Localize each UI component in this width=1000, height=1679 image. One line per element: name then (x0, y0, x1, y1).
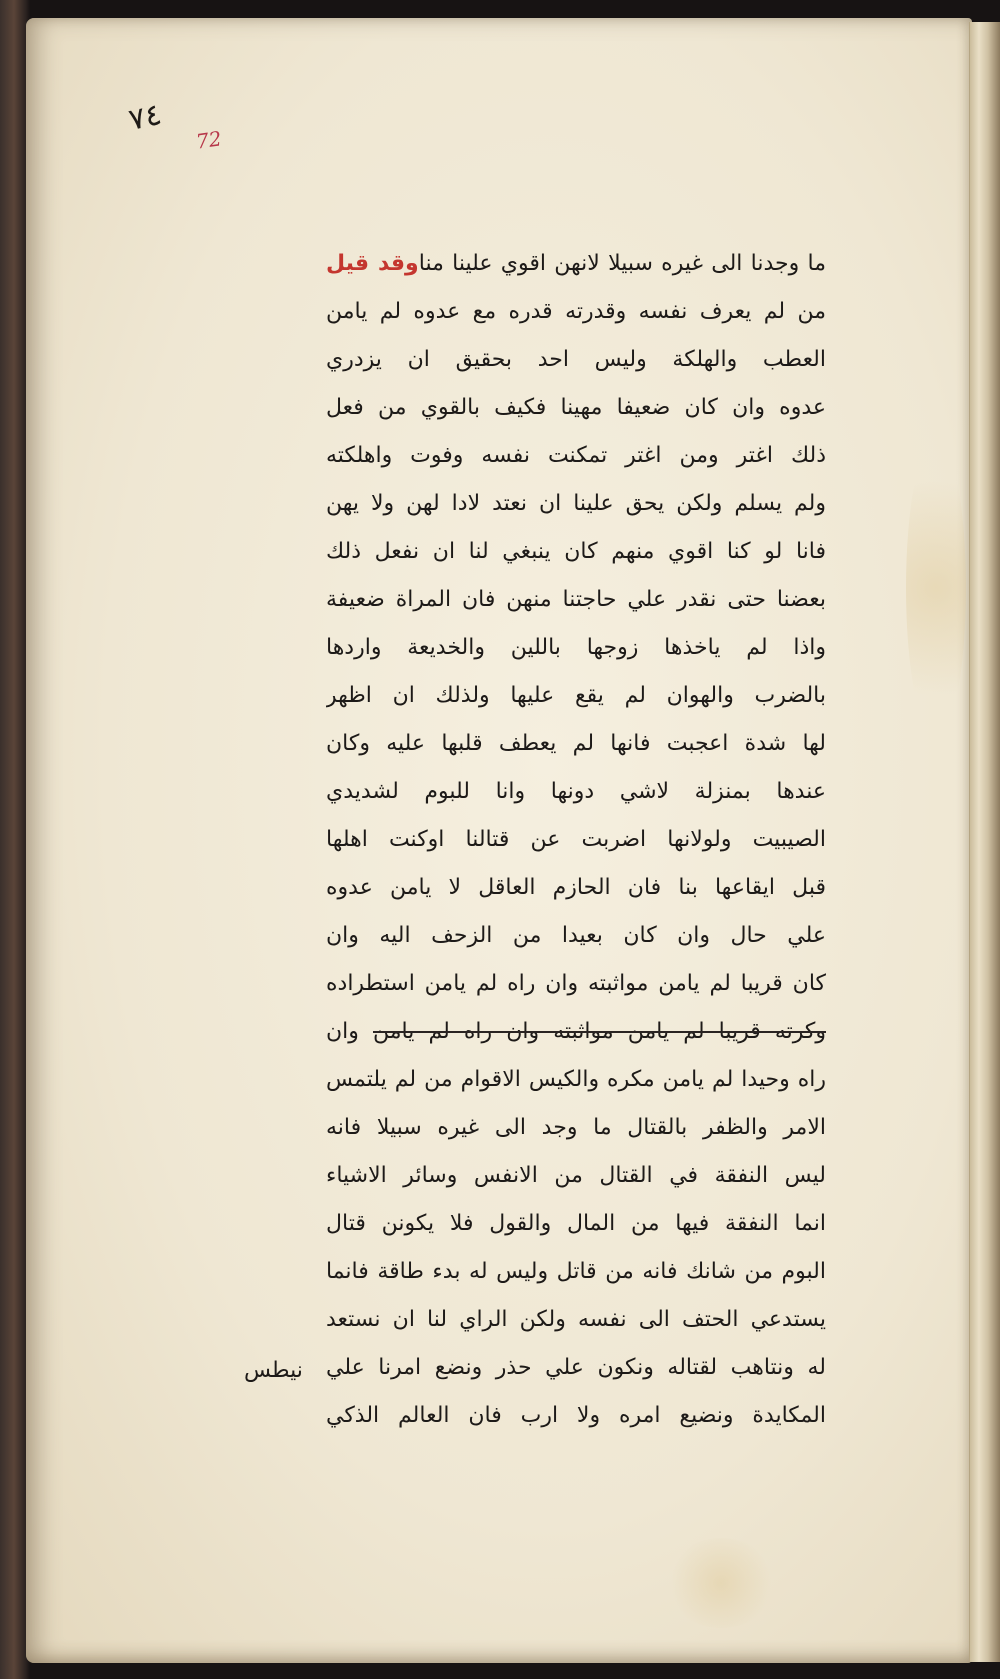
text-line-8: بعضنا حتى نقدر علي حاجتنا منهن فان المراة ضعيفة (326, 587, 826, 612)
catchword: نيطس (244, 1358, 303, 1383)
text-line-16: كان قريبا لم يامن مواثبته وان راه لم يامن استطراده (326, 971, 826, 996)
text-line-22: البوم من شانك فانه من قاتل وليس له بدء طاقة فانما (326, 1259, 826, 1284)
text-line-1-text: ما وجدنا الى غيره سبيلا لانهن اقوي علينا منا (418, 251, 826, 276)
text-line-17 (326, 1008, 826, 1056)
text-line-23: يستدعي الحتف الى نفسه ولكن الراي لنا ان نستعد (326, 1307, 826, 1332)
folio-number-arabic: ٧٤ (125, 97, 165, 138)
text-line-13: الصيبيت ولولانها اضربت عن قتالنا اوكنت اهلها (326, 827, 826, 852)
paper-stain (666, 1538, 776, 1628)
text-line-6: ولم يسلم ولكن يحق علينا ان نعتد لادا لهن ولا يهن (326, 491, 826, 516)
text-line-18: راه وحيدا لم يامن مكره والكيس الاقوام من لم يلتمس (326, 1067, 826, 1092)
paper-stain (906, 438, 966, 738)
struck-through-text: وكرته قريبا لم يامن مواثبته وان راه لم يامن (373, 1019, 826, 1044)
text-line-20: ليس النفقة في القتال من الانفس وسائر الاشياء (326, 1163, 826, 1188)
text-line-2: من لم يعرف نفسه وقدرته قدره مع عدوه لم يامن (326, 299, 826, 324)
text-line-25: المكايدة ونضيع امره ولا ارب فان العالم الذكي (326, 1403, 826, 1428)
text-line-7: فانا لو كنا اقوي منهم كان ينبغي لنا ان نفعل ذلك (326, 539, 826, 564)
text-line-10: بالضرب والهوان لم يقع عليها ولذلك ان اظهر (326, 683, 826, 708)
text-line-15: علي حال وان كان بعيدا من الزحف اليه وان (326, 923, 826, 948)
adjacent-page-edge (969, 22, 1000, 1662)
text-line-24: له ونتاهب لقتاله ونكون علي حذر ونضع امرنا علي (326, 1355, 826, 1380)
text-line-3: العطب والهلكة وليس احد بحقيق ان يزدري (326, 347, 826, 372)
text-line-1 (326, 240, 826, 288)
text-line-4: عدوه وان كان ضعيفا مهينا فكيف بالقوي من فعل (326, 395, 826, 420)
text-line-19: الامر والظفر بالقتال ما وجد الى غيره سبيلا فانه (326, 1115, 826, 1140)
folio-number-pencil: 72 (194, 126, 223, 154)
text-line-17-text: وان (326, 1019, 359, 1044)
main-text-block (326, 240, 826, 1440)
text-line-12: عندها بمنزلة لاشي دونها وانا للبوم لشديدي (326, 779, 826, 804)
text-line-9: واذا لم ياخذها زوجها باللين والخديعة واردها (326, 635, 826, 660)
manuscript-page (26, 18, 972, 1663)
text-line-21: انما النفقة فيها من المال والقول فلا يكونن قتال (326, 1211, 826, 1236)
text-line-5: ذلك اغتر ومن اغتر تمكنت نفسه وفوت واهلكته (326, 443, 826, 468)
rubric-heading: وقد قيل (326, 251, 419, 276)
text-line-14: قبل ايقاعها بنا فان الحازم العاقل لا يامن عدوه (326, 875, 826, 900)
text-line-11: لها شدة اعجبت فانها لم يعطف قلبها عليه وكان (326, 731, 826, 756)
